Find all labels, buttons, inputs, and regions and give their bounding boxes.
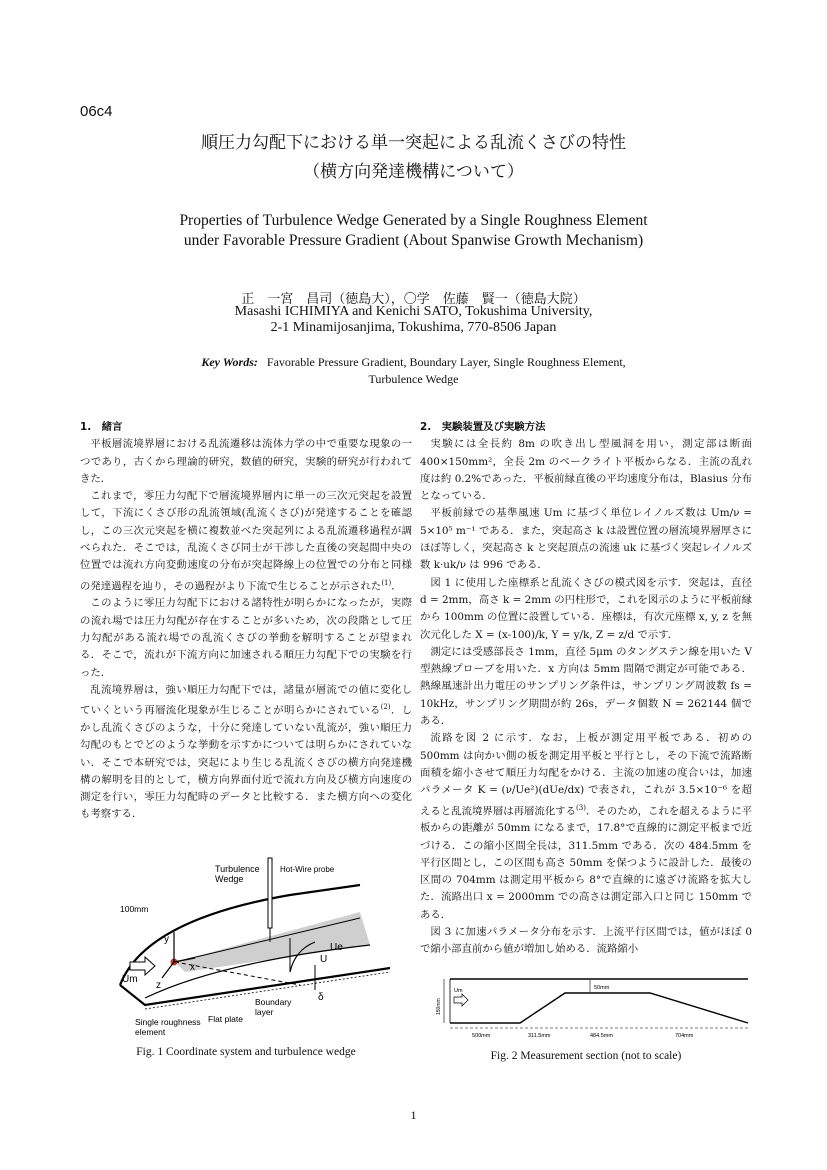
section-2-paragraph: 測定には受感部長さ 1mm，直径 5μm のタングステン線を用いた V 型熱線プローブを用いた．x 方向は 5mm 間隔で測定が可能である．熱線風速計出力電圧のサンプリング条件は，サンプリング周波数 fs = 10kHz，サンプリング期間が約 26s，データ個数 N = 262144 個である． (420, 645, 752, 728)
fig1-caption: Fig. 1 Coordinate system and turbulence wedge (136, 1046, 356, 1058)
label-ue: Ue (330, 942, 343, 953)
keywords-label: Key Words: (201, 355, 258, 369)
label-roughness: Single roughness (135, 1017, 201, 1027)
label-311mm: 311.5mm (528, 1033, 551, 1039)
citation: (2) (380, 703, 391, 712)
label-150mm: 150mm (436, 998, 442, 1015)
label-um: Um (454, 988, 463, 994)
section-2-paragraph: 図 1 に使用した座標系と乱流くさびの模式図を示す．突起は，直径 d = 2mm，高さ k = 2mm の円柱形で，これを図示のように平板前縁から 100mm の位置に設置している．座標は，有次元座標 x, y, z を無次元化した X = (x-100)/k, Y = y/k, Z = z/d で示す． (420, 576, 752, 641)
title-en-line2: under Favorable Pressure Gradient (About Spanwise Growth Mechanism) (183, 232, 644, 249)
label-boundary-layer: Boundary (255, 997, 292, 1007)
label-probe: Hot-Wire probe (280, 865, 335, 874)
flow-arrow-icon (130, 957, 155, 975)
keywords-line1: Favorable Pressure Gradient, Boundary Layer, Single Roughness Element, (266, 355, 626, 369)
section-1-paragraph: これまで，零圧力勾配下で層流境界層内に単一の三次元突起を設置して，下流にくさび形の乱流領域(乱流くさび)が発達することを確認し，この三次元突起を横に複数並べた突起列による乱流遷移過程が調べられた．そこでは，乱流くさび同士が干渉した直後の突起間中央の位置では流れ方向変動速度の分布が突起降線上の位置での分布と同様の発達過程を辿り，その過程がより下流で生じることが示された$^{(1)}$． (80, 490, 412, 593)
section-1-paragraph: 乱流境界層は，強い順圧力勾配下では，諸量が層流での値に変化していくという再層流化現象が生じることが明らかにされている$^{(2)}$．しかし乱流くさびのような，十分に発達していない乱流が，強い順圧力勾配のもとでどのような挙動を示すかについては明らかにされていない．そこで本研究では，突起により生じる乱流くさびの横方向発達機構の解明を目的として，横方向界面付近で流れ方向及び横方向速度の測定を行い，零圧力勾配時のデータと比較する．また横方向への変化も考察する． (80, 683, 413, 821)
section-1-paragraph: このように零圧力勾配下における諸特性が明らかになったが，実際の流れ場では圧力勾配が存在することが多いため，次の段階として圧力勾配がある流れ場での乱流くさびの挙動を解明することが望まれる．そこで，流れが下流方向に加速される順圧力勾配下での実験を行った． (80, 597, 412, 679)
label-500mm: 500mm (472, 1033, 491, 1039)
label-x: x (190, 962, 195, 973)
section-2-paragraph: 流路を図 2 に示す．なお，上板が測定用平板である．初めの 500mm は向かい側の板を測定用平板と平行とし，その下流で流路断面積を縮小させて順圧力勾配をかける．主流の加速の度合いは，加速パラメータ K = (ν/Ue²)(dUe/dx) で表され，これが 3.5×10⁻⁶ を超えると乱流境界層は再層流化する$^{(3)}$．そのため，これを超えるように平板からの距離が 50mm になるまで，17.8°で直線的に測定平板まで近づける．この縮小区間全長は，311.5mm である．次の 484.5mm を平行区間とし，この区間も高さ 50mm を保つように設計した．最後の区間の 704mm は測定用平板から 8°で直線的に遠ざけ流路を拡大した．流路出口 x = 2000mm での高さは測定部入口と同じ 150mm である． (420, 732, 752, 921)
label-um: Um (122, 974, 138, 985)
keywords-line2: Turbulence Wedge (368, 372, 459, 386)
title-ja-line1: 順圧力勾配下における単一突起による乱流くさびの特性 (201, 133, 626, 153)
label-y: y (164, 934, 169, 945)
address: 2-1 Minamijosanjima, Tokushima, 770-8506 Japan (270, 320, 557, 335)
label-z: z (156, 980, 161, 991)
label-wedge: Wedge (215, 874, 244, 884)
flow-arrow-icon (454, 994, 468, 1006)
label-roughness: element (135, 1027, 166, 1037)
fig1-diagram (100, 850, 400, 1040)
label-flat-plate: Flat plate (208, 1014, 243, 1024)
section-2-paragraph: 平板前縁での基準風速 Um に基づく単位レイノルズ数は Um/ν = 5×10⁵ m⁻¹ である．また，突起高さ k は設置位置の層流境界層厚さにほぼ等しく，突起高さ k と突起頂点の流速 uk に基づく突起レイノルズ数 k·uk/ν は 996 である． (420, 507, 752, 572)
label-wedge: Turbulence (215, 864, 260, 874)
authors-en: Masashi ICHIMIYA and Kenichi SATO, Tokushima University, (234, 304, 593, 319)
authors-ja: 正 一宮 昌司（徳島大），〇学 佐藤 賢一（徳島大院） (241, 291, 586, 306)
z-axis (162, 962, 174, 978)
citation: (1) (381, 578, 392, 587)
page-number: 1 (410, 1108, 417, 1122)
label-boundary-layer: layer (255, 1007, 274, 1017)
label-50mm: 50mm (594, 985, 610, 991)
section-2 (420, 419, 752, 959)
label-distance: 100mm (120, 904, 149, 914)
fig2-caption: Fig. 2 Measurement section (not to scale) (490, 1050, 682, 1062)
label-u: U (320, 954, 328, 965)
label-484mm: 484.5mm (590, 1033, 613, 1039)
section-2-heading: 2. 実験装置及び実験方法 (420, 421, 546, 433)
section-1 (80, 419, 412, 824)
title-ja-line2: （横方向発達機構について） (303, 162, 524, 182)
fig2-diagram (430, 975, 760, 1045)
title-en-line1: Properties of Turbulence Wedge Generated by a Single Roughness Element (179, 212, 648, 229)
lower-wall (450, 993, 748, 1023)
section-2-paragraph: 実験には全長約 8m の吹き出し型風洞を用い，測定部は断面 400×150mm²，全長 2m のベークライト平板からなる．主流の乱れ度は約 0.2%であった．平板前縁直後の平均速度分布は，Blasius 分布となっている． (420, 438, 752, 503)
paper-code: 06c4 (80, 103, 113, 120)
hot-wire-probe (268, 858, 272, 928)
keywords (0, 355, 827, 370)
citation: (3) (576, 803, 586, 812)
section-2-paragraph: 図 3 に加速パラメータ分布を示す．上流平行区間では，値がほぼ 0 で縮小部直前から値が増加し始める．流路縮小 (420, 926, 752, 956)
label-delta: δ (318, 992, 324, 1003)
section-1-paragraph: 平板層流境界層における乱流遷移は流体力学の中で重要な現象の一つであり，古くから理論的研究，数値的研究，実験的研究が行われてきた． (80, 438, 412, 485)
label-704mm: 704mm (675, 1033, 694, 1039)
section-1-heading: 1. 緒言 (80, 421, 123, 433)
